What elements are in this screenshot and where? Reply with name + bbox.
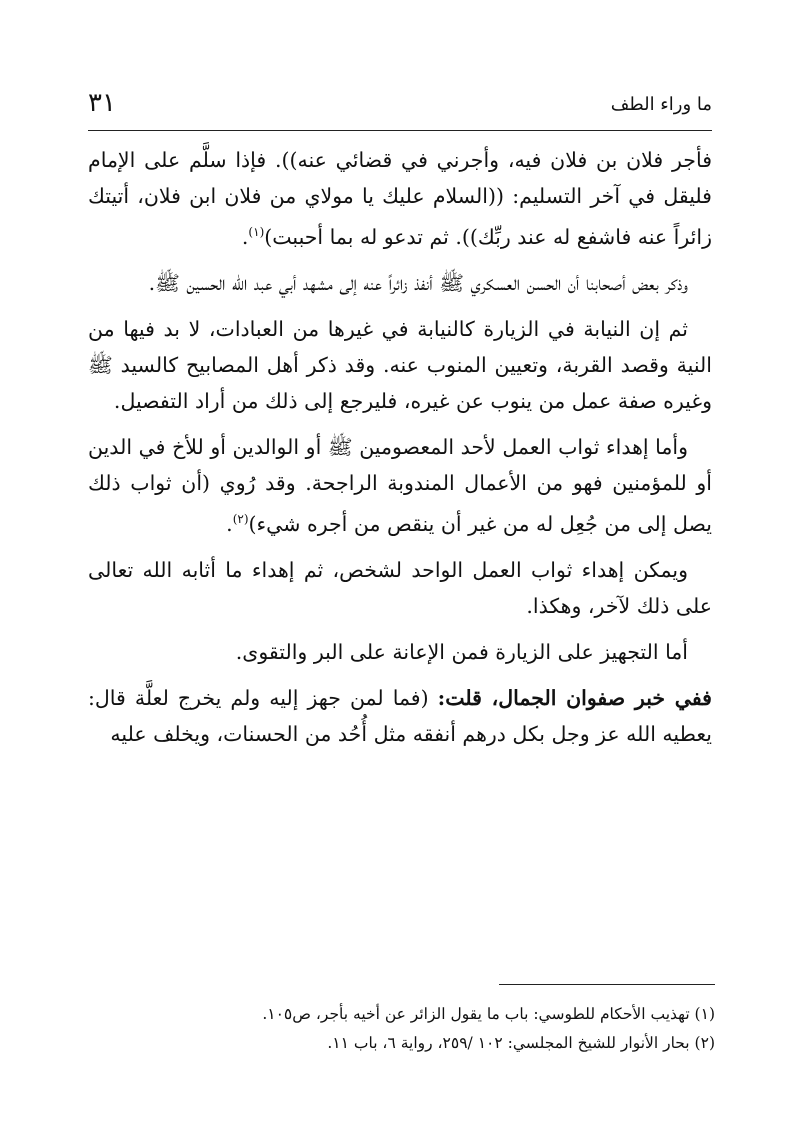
- paragraph-4: وأما إهداء ثواب العمل لأحد المعصومين ﷺ أو الوالدين أو للأخ في الدين أو للمؤمنين فهو من الأعمال المندوبة الراجحة. وقد رُوي (أن ثواب ذلك يصل إلى من جُعِل له من غير أن ينقص من أجره شيء)$^{(٢)}$.: [88, 434, 712, 536]
- paragraph-1: فأجر فلان بن فلان فيه، وأجرني في قضائي عنه)). فإذا سلَّم على الإمام فليقل في آخر التسليم: ((السلام عليك يا مولاي من فلان ابن فلان، أتيتك زائراً عنه فاشفع له عند ربِّك)). ثم تدعو له بما أحببت)$^{(١)}$.: [88, 148, 712, 249]
- paragraph-3: ثم إن النيابة في الزيارة كالنيابة في غيرها من العبادات، لا بد فيها من النية وقصد القربة، وتعيين المنوب عنه. وقد ذكر أهل المصابيح كالسيد ﷺ وغيره صفة عمل من ينوب عن غيره، فليرجع إلى ذلك من أراد التفصيل.: [88, 316, 712, 413]
- paragraph-7: ففي خبر صفوان الجمال، قلت: (فما لمن جهز إليه ولم يخرج لعلَّة قال: يعطيه الله عز وجل بكل درهم أنفقه مثل أُحُد من الحسنات، ويخلف عليه: [88, 685, 712, 746]
- page-header: [88, 86, 712, 131]
- footnote-ref-2: (٢): [232, 511, 249, 526]
- page-number: ٣١: [88, 88, 116, 118]
- footnote-1: (١) تهذيب الأحكام للطوسي: باب ما يقول الزائر عن أخيه بأجر، ص١٠٥.: [262, 1005, 715, 1023]
- footnote-2: (٢) بحار الأنوار للشيخ المجلسي: ١٠٢ /٢٥٩، رواية ٦، باب ١١.: [327, 1034, 715, 1052]
- paragraph-6: أما التجهيز على الزيارة فمن الإعانة على البر والتقوى.: [235, 639, 688, 664]
- footnote-ref-1: (١): [248, 225, 265, 239]
- narration-lead: ففي خبر صفوان الجمال، قلت:: [437, 685, 712, 710]
- footnote-divider: [499, 984, 715, 985]
- main-text: [88, 142, 712, 752]
- running-title: ما وراء الطف: [610, 94, 712, 115]
- paragraph-5: ويمكن إهداء ثواب العمل الواحد لشخص، ثم إهداء ما أثابه الله تعالى على ذلك لآخر، وهكذا.: [88, 557, 712, 618]
- footnotes: [155, 1000, 715, 1058]
- paragraph-2: وذكر بعض أصحابنا أن الحسن العسكري ﷺ أنفذ زائراً عنه إلى مشهد أبي عبد الله الحسين ﷺ.: [148, 270, 688, 295]
